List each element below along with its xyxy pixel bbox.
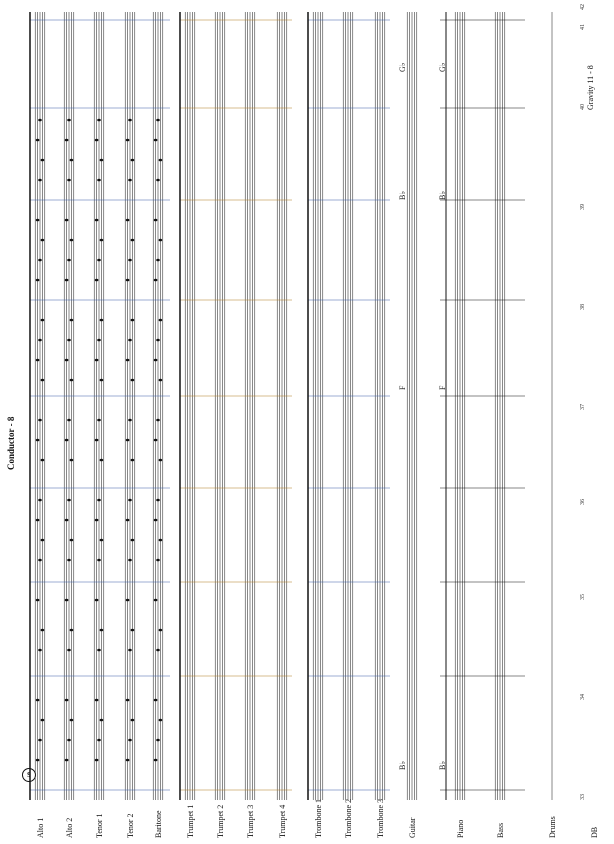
measure-number: 35: [580, 594, 586, 600]
staff-label-8: Trumpet 3: [246, 804, 255, 838]
staff-1: [35, 12, 45, 800]
note-head: [156, 559, 160, 562]
note-head: [97, 339, 101, 342]
note-head: [156, 339, 160, 342]
note-head: [100, 719, 104, 722]
staff-label-3: Tenor 1: [95, 813, 104, 838]
note-head: [95, 439, 99, 442]
note-head: [154, 439, 158, 442]
note-head: [38, 119, 42, 122]
note-head: [38, 259, 42, 262]
staff-label-15: Bass: [496, 822, 505, 838]
note-head: [36, 519, 40, 522]
note-head: [97, 119, 101, 122]
staff-7: [215, 12, 225, 800]
note-head: [97, 739, 101, 742]
note-head: [126, 759, 130, 762]
note-head: [97, 649, 101, 652]
staff-9: [277, 12, 287, 800]
staff-label-4: Tenor 2: [126, 813, 135, 838]
note-head: [154, 759, 158, 762]
note-head: [128, 259, 132, 262]
footer-right-label: Gravity 11 - 8: [586, 65, 595, 110]
piano-chord-symbol: B♭: [438, 190, 447, 200]
piano-chord-symbol: F: [438, 385, 447, 390]
staff-label-1: Alto 1: [36, 817, 45, 838]
note-head: [95, 279, 99, 282]
note-head: [41, 459, 45, 462]
note-head: [128, 119, 132, 122]
staff-label-2: Alto 2: [65, 817, 74, 838]
measure-number: 37: [580, 404, 586, 410]
note-head: [70, 539, 74, 542]
note-head: [154, 279, 158, 282]
staff-label-5: Baritone: [154, 810, 163, 838]
note-head: [159, 379, 163, 382]
note-head: [159, 719, 163, 722]
note-head: [156, 119, 160, 122]
note-head: [126, 439, 130, 442]
note-head: [128, 339, 132, 342]
note-head: [41, 239, 45, 242]
note-head: [100, 459, 104, 462]
staff-11: [343, 12, 353, 800]
note-head: [70, 719, 74, 722]
note-head: [38, 499, 42, 502]
note-head: [65, 279, 69, 282]
note-head: [159, 539, 163, 542]
note-head: [128, 649, 132, 652]
note-head: [65, 599, 69, 602]
measure-number: 34: [580, 694, 586, 700]
note-head: [154, 139, 158, 142]
guitar-chord-symbol: F: [398, 385, 407, 390]
staff-5: [153, 12, 163, 800]
staff-14: [455, 12, 465, 800]
note-head: [156, 499, 160, 502]
note-head: [38, 739, 42, 742]
note-head: [67, 739, 71, 742]
note-head: [131, 159, 135, 162]
note-head: [95, 599, 99, 602]
note-head: [67, 119, 71, 122]
note-head: [41, 379, 45, 382]
note-head: [36, 699, 40, 702]
note-head: [100, 319, 104, 322]
staff-label-12: Trombone 3: [376, 798, 385, 838]
note-head: [154, 219, 158, 222]
note-head: [126, 139, 130, 142]
note-head: [126, 699, 130, 702]
note-head: [36, 759, 40, 762]
staff-label-14: Piano: [456, 819, 465, 838]
note-head: [156, 179, 160, 182]
note-head: [131, 719, 135, 722]
note-head: [126, 219, 130, 222]
note-head: [67, 559, 71, 562]
note-head: [128, 419, 132, 422]
note-head: [65, 519, 69, 522]
note-head: [100, 379, 104, 382]
note-head: [41, 719, 45, 722]
note-head: [38, 559, 42, 562]
footer-left-label: DB: [590, 826, 599, 838]
staff-label-16: Drums: [548, 816, 557, 838]
note-head: [36, 279, 40, 282]
note-head: [131, 539, 135, 542]
note-head: [100, 629, 104, 632]
measure-number: 33: [580, 794, 586, 800]
guitar-chord-symbol: G♭: [398, 62, 407, 72]
note-head: [65, 359, 69, 362]
note-head: [70, 629, 74, 632]
note-head: [159, 159, 163, 162]
note-head: [70, 319, 74, 322]
note-head: [70, 239, 74, 242]
note-head: [126, 359, 130, 362]
note-head: [67, 339, 71, 342]
note-head: [67, 179, 71, 182]
measure-number: 40: [580, 104, 586, 110]
piano-chord-symbol: G♭: [438, 62, 447, 72]
measure-number: 36: [580, 499, 586, 505]
note-head: [36, 219, 40, 222]
rehearsal-mark: 9: [22, 768, 36, 782]
note-head: [65, 219, 69, 222]
note-head: [154, 699, 158, 702]
staff-label-7: Trumpet 2: [216, 804, 225, 838]
note-head: [156, 739, 160, 742]
note-head: [67, 259, 71, 262]
note-head: [126, 519, 130, 522]
staff-6: [185, 12, 195, 800]
note-head: [95, 699, 99, 702]
note-head: [65, 699, 69, 702]
guitar-chord-symbol: B♭: [398, 190, 407, 200]
note-head: [100, 159, 104, 162]
note-head: [128, 499, 132, 502]
note-head: [159, 629, 163, 632]
staff-3: [94, 12, 104, 800]
note-head: [65, 139, 69, 142]
note-head: [131, 379, 135, 382]
note-head: [126, 279, 130, 282]
note-head: [65, 759, 69, 762]
note-head: [128, 739, 132, 742]
staff-8: [245, 12, 255, 800]
note-head: [97, 499, 101, 502]
measure-number: 41: [580, 24, 586, 30]
staff-15: [495, 12, 505, 800]
note-head: [128, 179, 132, 182]
note-head: [156, 259, 160, 262]
measure-number: 39: [580, 204, 586, 210]
note-head: [131, 239, 135, 242]
note-head: [97, 179, 101, 182]
note-head: [65, 439, 69, 442]
staff-label-6: Trumpet 1: [186, 804, 195, 838]
note-head: [70, 159, 74, 162]
note-head: [126, 599, 130, 602]
note-head: [128, 559, 132, 562]
note-head: [41, 629, 45, 632]
note-head: [131, 459, 135, 462]
note-head: [154, 359, 158, 362]
note-head: [70, 459, 74, 462]
note-head: [156, 649, 160, 652]
note-head: [36, 359, 40, 362]
note-head: [38, 649, 42, 652]
staff-label-11: Trombone 2: [344, 798, 353, 838]
note-head: [36, 599, 40, 602]
note-head: [67, 419, 71, 422]
note-head: [95, 519, 99, 522]
staff-label-10: Trombone 1: [314, 798, 323, 838]
note-head: [36, 439, 40, 442]
note-head: [36, 139, 40, 142]
guitar-chord-symbol: B♭: [398, 760, 407, 770]
note-head: [95, 359, 99, 362]
note-head: [67, 649, 71, 652]
note-head: [97, 259, 101, 262]
note-head: [159, 459, 163, 462]
staff-label-13: Guitar: [408, 817, 417, 838]
staff-13: [407, 12, 417, 800]
staff-12: [375, 12, 385, 800]
page-title: Conductor - 8: [6, 416, 16, 470]
note-head: [38, 339, 42, 342]
staff-10: [313, 12, 323, 800]
note-head: [38, 179, 42, 182]
note-head: [95, 139, 99, 142]
note-head: [154, 599, 158, 602]
note-head: [95, 759, 99, 762]
note-head: [131, 319, 135, 322]
note-head: [131, 629, 135, 632]
measure-number: 42: [580, 4, 586, 10]
note-head: [38, 419, 42, 422]
measure-number: 38: [580, 304, 586, 310]
note-head: [41, 159, 45, 162]
note-head: [156, 419, 160, 422]
note-head: [97, 419, 101, 422]
note-head: [159, 239, 163, 242]
note-head: [100, 239, 104, 242]
staff-4: [125, 12, 135, 800]
note-head: [70, 379, 74, 382]
note-head: [159, 319, 163, 322]
note-head: [41, 319, 45, 322]
piano-chord-symbol: B♭: [438, 760, 447, 770]
staff-2: [64, 12, 74, 800]
staff-label-9: Trumpet 4: [278, 804, 287, 838]
note-head: [41, 539, 45, 542]
note-head: [97, 559, 101, 562]
note-head: [67, 499, 71, 502]
note-head: [154, 519, 158, 522]
note-head: [100, 539, 104, 542]
note-head: [95, 219, 99, 222]
